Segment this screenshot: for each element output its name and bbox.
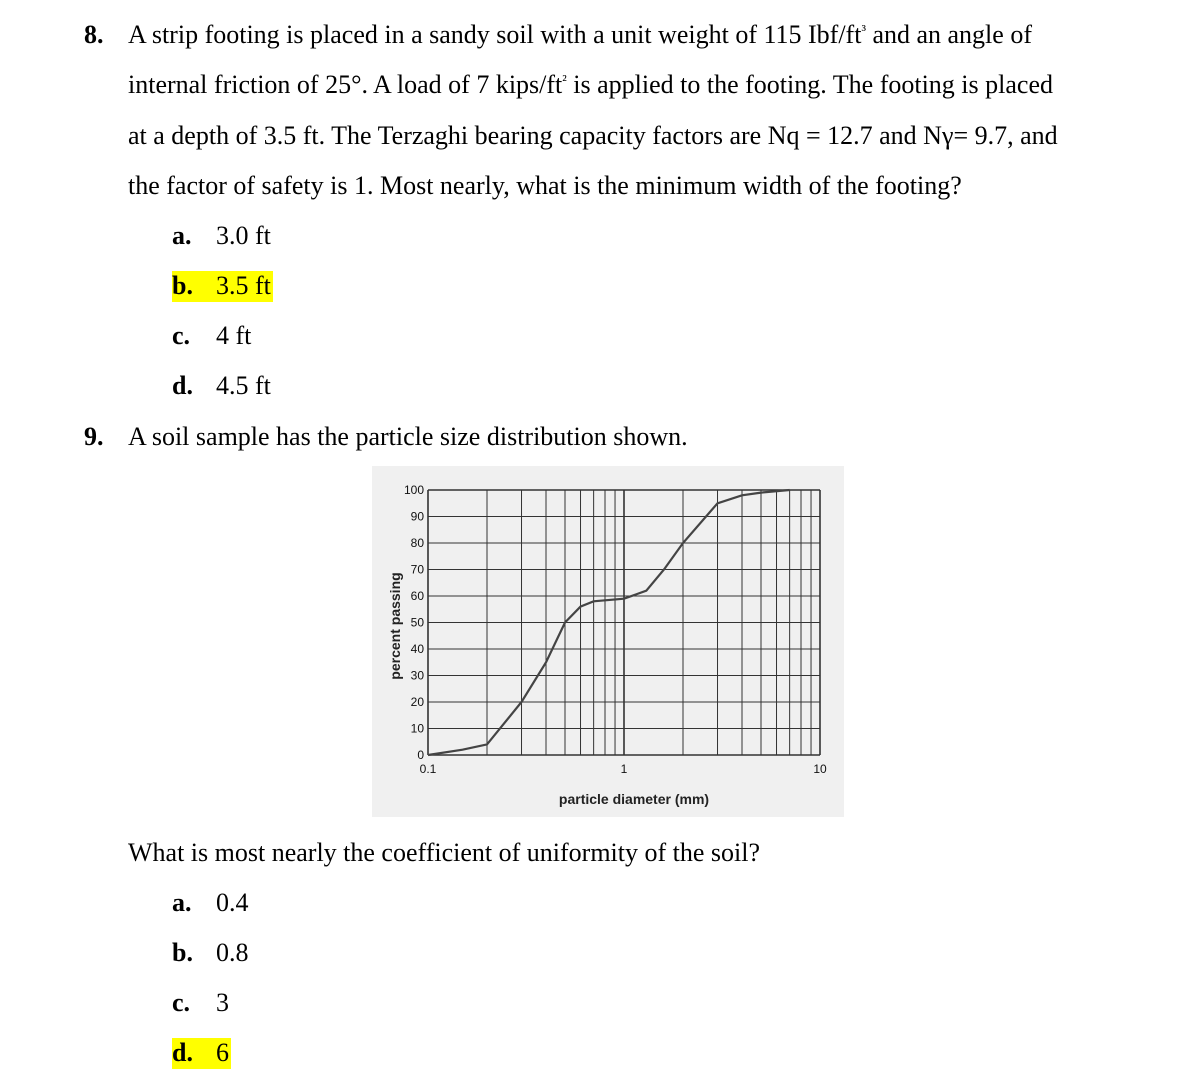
y-tick-label: 90 [410, 509, 424, 524]
y-tick-label: 10 [410, 721, 424, 736]
question-prompt: What is most nearly the coefficient of uniformity of the soil? [128, 838, 761, 867]
y-axis-label: percent passing [387, 572, 403, 680]
chart-svg [372, 466, 844, 817]
option-c[interactable]: c. 4 ft [172, 321, 252, 350]
option-b[interactable]: b. 0.8 [172, 938, 249, 967]
y-tick-label: 30 [410, 668, 424, 683]
y-tick-label: 40 [410, 642, 424, 656]
particle-size-chart [372, 466, 844, 817]
y-tick-label: 0 [417, 748, 424, 762]
question-number: 9. [84, 422, 104, 451]
x-tick-labels [420, 762, 827, 776]
question-text-line-2: internal friction of 25°. A load of 7 kips/$ft^{^2}$ is applied to the footing. The footing is placed [128, 70, 1053, 99]
option-b[interactable] [172, 271, 273, 301]
option-c[interactable]: c. 3 [172, 988, 229, 1017]
x-tick-label: 10 [813, 762, 827, 776]
x-tick-label: 1 [620, 762, 628, 776]
y-tick-label: 80 [410, 536, 424, 550]
y-tick-label: 20 [410, 695, 424, 709]
y-tick-label: 70 [410, 562, 424, 577]
question-text-line-1: A strip footing is placed in a sandy soil with a unit weight of 115 Ibf/$ft^{^3}$ and an angle of [128, 20, 1032, 49]
question-stem: A soil sample has the particle size distribution shown. [128, 422, 688, 451]
y-tick-label: 100 [403, 483, 424, 497]
option-a[interactable]: a. 0.4 [172, 888, 249, 917]
y-tick-label: 60 [410, 589, 424, 603]
y-tick-label: 50 [410, 615, 424, 630]
x-axis-label: particle diameter (mm) [558, 791, 710, 807]
highlighted-answer: d. 6 [172, 1038, 229, 1067]
question-text-line-3: at a depth of 3.5 ft. The Terzaghi bearing capacity factors are Nq = 12.7 and Nγ= 9.7, and [128, 121, 1058, 150]
x-tick-label: 0.1 [419, 762, 437, 776]
option-a[interactable]: a. 3.0 ft [172, 221, 271, 250]
question-text-line-4: the factor of safety is 1. Most nearly, what is the minimum width of the footing? [128, 171, 962, 200]
chart-grid [428, 490, 820, 755]
question-number: 8. [84, 20, 104, 49]
y-tick-labels [404, 483, 424, 762]
option-d[interactable] [172, 1038, 231, 1068]
highlighted-answer: b. 3.5 ft [172, 271, 271, 300]
option-d[interactable]: d. 4.5 ft [172, 371, 271, 400]
